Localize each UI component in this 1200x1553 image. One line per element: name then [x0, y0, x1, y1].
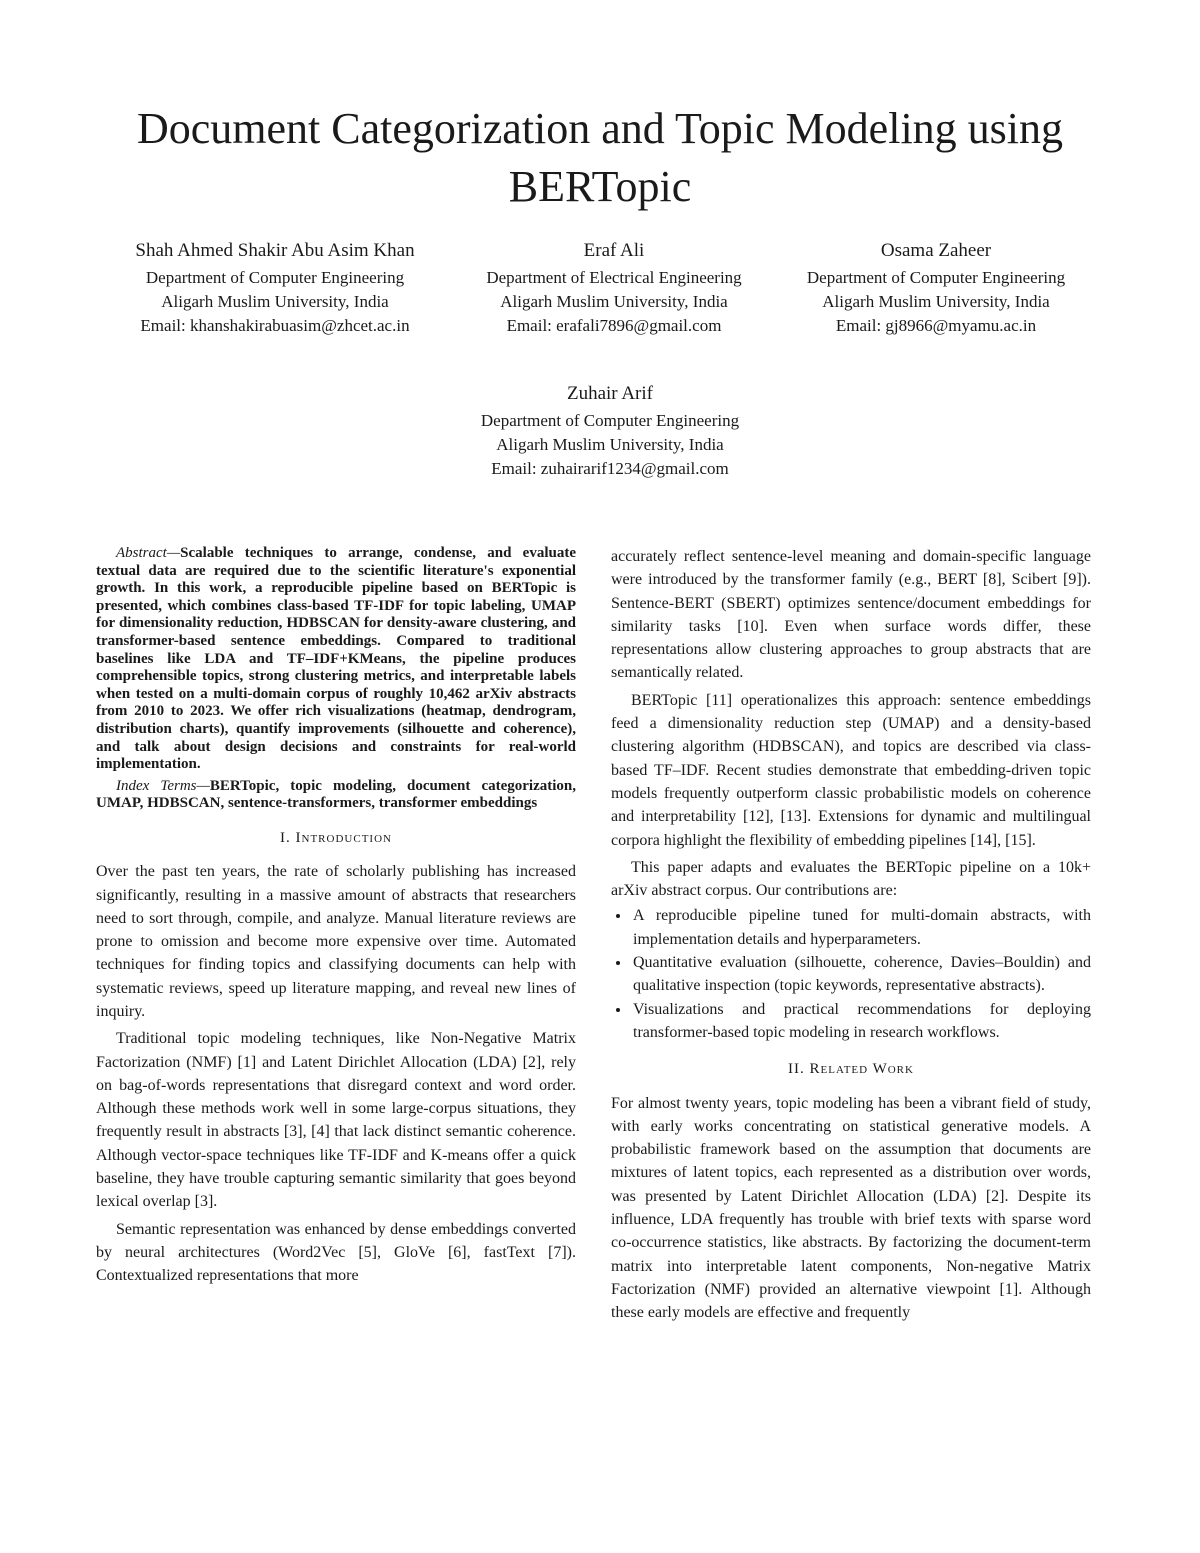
author-department: Department of Electrical Engineering — [486, 268, 742, 287]
author-block-3 — [766, 238, 1106, 338]
author-name: Eraf Ali — [583, 240, 645, 261]
author-department: Department of Computer Engineering — [145, 268, 405, 287]
intro-paragraph-5: BERTopic [11] operationalizes this approach: sentence embeddings feed a dimensionality reduction step (UMAP) and a density-based clustering algorithm (HDBSCAN), and topics are described via class-based TF–IDF. Recent studies demonstrate that embedding-driven topic models frequently outperform classic probabilistic models on coherence and interpretability [12], [13]. Extensions for dynamic and multilingual corpora highlight the flexibility of embedding pipelines [14], [15]. — [611, 691, 1091, 849]
author-block-2 — [444, 238, 784, 338]
related-paragraph-1: For almost twenty years, topic modeling has been a vibrant field of study, with early works concentrating on statistical generative models. A probabilistic framework based on the assumption that documents are mixtures of latent topics, each represented as a distribution over words, was presented by Latent Dirichlet Allocation (LDA) [2]. Despite its influence, LDA frequently has trouble with brief texts with sparse word co-occurrence statistics, like abstracts. By factorizing the document-term matrix into interpretable latent components, Non-negative Matrix Factorization (NMF) provided an alternative viewpoint [1]. Although these early models are effective and frequently — [611, 1094, 1091, 1322]
contributions-list — [611, 904, 1091, 1044]
index-terms-label: Index Terms— — [116, 777, 210, 794]
author-university: Aligarh Muslim University, India — [161, 292, 389, 311]
right-column — [611, 545, 1091, 1325]
abstract-text: Scalable techniques to arrange, condense, and evaluate textual data are required due to the scientific literature's exponential growth. In this work, a reproducible pipeline based on BERTopic is presented, which combines class-based TF-IDF for topic labeling, UMAP for dimensionality reduction, HDBSCAN for density-aware clustering, and transformer-based sentence embeddings. Compared to traditional baselines like LDA and TF–IDF+KMeans, the pipeline produces comprehensible topics, strong clustering metrics, and interpretable labels when tested on a multi-domain corpus of roughly 10,462 arXiv abstracts from 2010 to 2023. We offer rich visualizations (heatmap, dendrogram, distribution charts), quantify improvements (silhouette and coherence), and talk about design decisions and constraints for real-world implementation. — [96, 545, 576, 773]
author-university: Aligarh Muslim University, India — [822, 292, 1050, 311]
index-terms-text: BERTopic, topic modeling, document categorization, UMAP, HDBSCAN, sentence-transformers, transformer embeddings — [96, 777, 576, 812]
author-name: Shah Ahmed Shakir Abu Asim Khan — [135, 240, 415, 261]
author-name: Osama Zaheer — [880, 240, 992, 261]
paper-title: Document Categorization and Topic Modeling using BERTopic — [136, 104, 1064, 211]
intro-paragraph-2: Traditional topic modeling techniques, like Non-Negative Matrix Factorization (NMF) [1] and Latent Dirichlet Allocation (LDA) [2], rely on bag-of-words representations that disregard context and word order. Although these methods work well in some large-corpus situations, they frequently result in abstracts [3], [4] that lack distinct semantic coherence. Although vector-space techniques like TF-IDF and K-means offer a quick baseline, they have trouble capturing semantic similarity that goes beyond lexical overlap [3]. — [96, 1030, 576, 1211]
author-block-1 — [105, 238, 445, 338]
left-column — [96, 545, 576, 1288]
author-name: Zuhair Arif — [566, 383, 653, 404]
author-email: Email: erafali7896@gmail.com — [506, 316, 722, 335]
author-university: Aligarh Muslim University, India — [500, 292, 728, 311]
author-department: Department of Computer Engineering — [480, 411, 740, 430]
list-item: • A reproducible pipeline tuned for multi-domain abstracts, with implementation details and hyperparameters. — [631, 904, 1091, 951]
list-item: • Visualizations and practical recommendations for deploying transformer-based topic modeling in research workflows. — [631, 998, 1091, 1045]
author-email: Email: khanshakirabuasim@zhcet.ac.in — [140, 316, 410, 335]
section-title-related-work: II. Related Work — [788, 1061, 914, 1078]
author-department: Department of Computer Engineering — [806, 268, 1066, 287]
author-email: Email: zuhairarif1234@gmail.com — [491, 459, 729, 478]
abstract-label: Abstract— — [116, 545, 181, 561]
list-item: • Quantitative evaluation (silhouette, coherence, Davies–Bouldin) and qualitative inspection (topic keywords, representative abstracts). — [631, 951, 1091, 998]
author-email: Email: gj8966@myamu.ac.in — [835, 316, 1037, 335]
intro-paragraph-6: This paper adapts and evaluates the BERTopic pipeline on a 10k+ arXiv abstract corpus. Our contributions are: — [611, 858, 1091, 900]
intro-paragraph-1: Over the past ten years, the rate of scholarly publishing has increased significantly, resulting in a massive amount of abstracts that researchers need to sort through, compile, and analyze. Manual literature reviews are prone to omission and become more expensive over time. Automated techniques for finding topics and classifying documents can help with systematic reviews, speed up literature mapping, and reveal new lines of inquiry. — [96, 863, 576, 1020]
author-block-4 — [440, 381, 780, 481]
section-title-introduction: I. Introduction — [280, 829, 392, 846]
intro-paragraph-4: accurately reflect sentence-level meaning and domain-specific language were introduced by the transformer family (e.g., BERT [8], Scibert [9]). Sentence-BERT (SBERT) optimizes sentence/document embeddings for similarity tasks [10]. Even when surface words differ, these representations allow clustering approaches to group abstracts that are semantically related. — [611, 548, 1091, 682]
abstract — [96, 545, 576, 774]
index-terms — [96, 778, 576, 813]
author-university: Aligarh Muslim University, India — [496, 435, 724, 454]
intro-paragraph-3: Semantic representation was enhanced by dense embeddings converted by neural architectures (Word2Vec [5], GloVe [6], fastText [7]). Contextualized representations that more — [96, 1220, 576, 1285]
